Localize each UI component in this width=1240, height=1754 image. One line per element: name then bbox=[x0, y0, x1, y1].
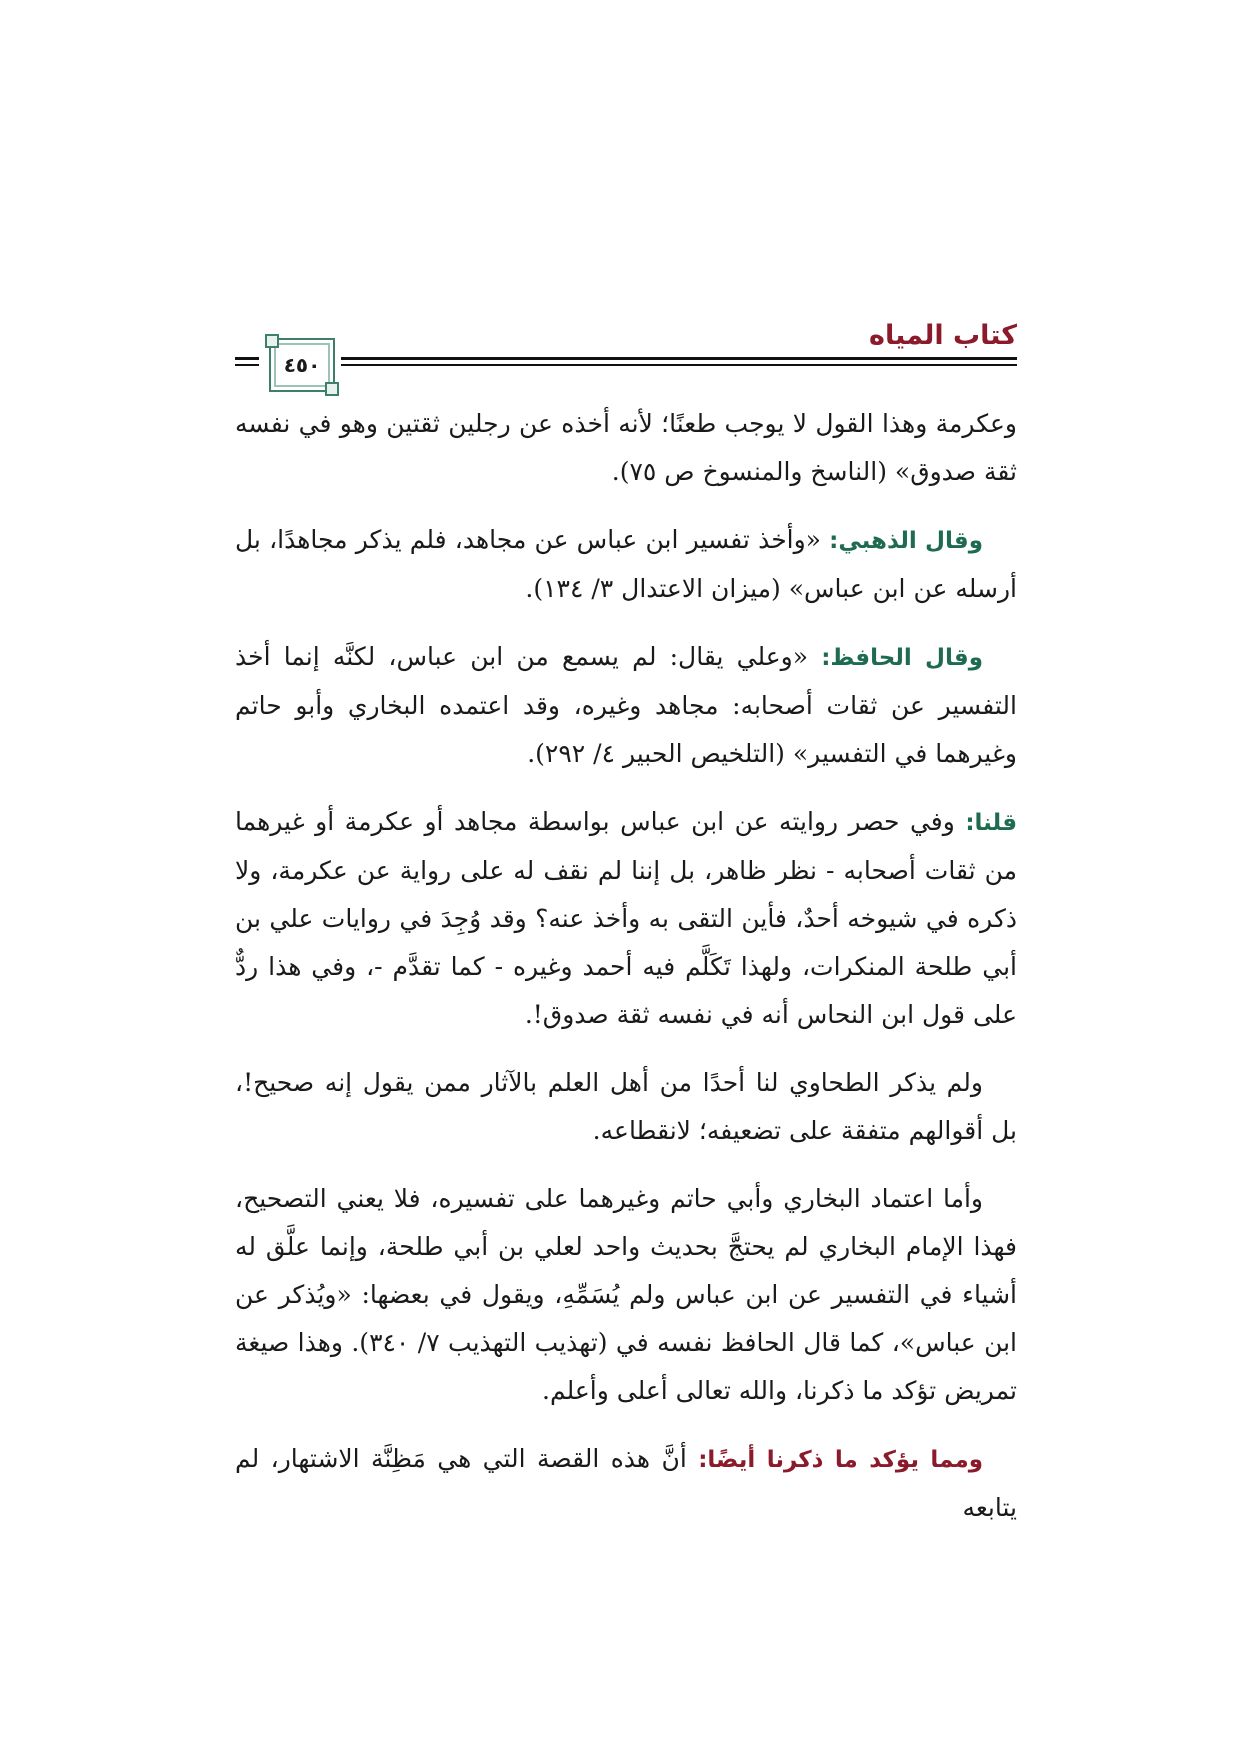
paragraph bbox=[235, 1059, 1017, 1155]
paragraph-lead: وقال الذهبي: bbox=[829, 528, 983, 554]
paragraph-lead: وقال الحافظ: bbox=[821, 645, 983, 671]
paragraph-text: «وعلي يقال: لم يسمع من ابن عباس، لكنَّه إنما أخذ التفسير عن ثقات أصحابه: مجاهد وغيره، وقد اعتمده البخاري وأبو حاتم وغيرهما في التفسير» (التلخيص الحبير ٤/ ٢٩٢). bbox=[235, 642, 1017, 768]
body-text bbox=[235, 400, 1017, 1552]
paragraph bbox=[235, 1175, 1017, 1415]
page-header bbox=[235, 315, 1017, 395]
paragraph-text: «وأخذ تفسير ابن عباس عن مجاهد، فلم يذكر مجاهدًا، بل أرسله عن ابن عباس» (ميزان الاعتدال ٣/ ١٣٤). bbox=[235, 525, 1017, 603]
page-number: ٤٥٠ bbox=[283, 353, 321, 377]
paragraph bbox=[235, 516, 1017, 613]
header-rule-thin bbox=[235, 364, 1017, 366]
paragraph-text: وأما اعتماد البخاري وأبي حاتم وغيرهما على تفسيره، فلا يعني التصحيح، فهذا الإمام البخاري لم يحتجَّ بحديث واحد لعلي بن أبي طلحة، وإنما علَّق له أشياء في التفسير عن ابن عباس ولم يُسَمِّهِ، ويقول في بعضها: «ويُذكر عن ابن عباس»، كما قال الحافظ نفسه في (تهذيب التهذيب ٧/ ٣٤٠). وهذا صيغة تمريض تؤكد ما ذكرنا، والله تعالى أعلى وأعلم. bbox=[235, 1184, 1018, 1405]
paragraph-lead: قلنا: bbox=[965, 810, 1017, 836]
paragraph-text: وفي حصر روايته عن ابن عباس بواسطة مجاهد أو عكرمة أو غيرهما من ثقات أصحابه - نظر ظاهر، بل إننا لم نقف له على رواية عن عكرمة، ولا ذكره في شيوخه أحدٌ، فأين التقى به وأخذ عنه؟ وقد وُجِدَ في روايات علي بن أبي طلحة المنكرات، ولهذا تَكَلَّم فيه أحمد وغيره - كما تقدَّم -، وفي هذا ردٌّ على قول ابن النحاس أنه في نفسه ثقة صدوق!. bbox=[235, 807, 1017, 1029]
page-number-frame bbox=[269, 338, 335, 392]
paragraph bbox=[235, 798, 1017, 1039]
paragraph-text: أنَّ هذه القصة التي هي مَظِنَّة الاشتهار، لم يتابعه bbox=[235, 1444, 1017, 1522]
paragraph-lead: ومما يؤكد ما ذكرنا أيضًا: bbox=[698, 1447, 984, 1473]
book-title: كتاب المياه bbox=[869, 320, 1017, 351]
paragraph-text: وعكرمة وهذا القول لا يوجب طعنًا؛ لأنه أخذه عن رجلين ثقتين وهو في نفسه ثقة صدوق» (الناسخ والمنسوخ ص ٧٥). bbox=[235, 409, 1017, 486]
paragraph bbox=[235, 633, 1017, 778]
paragraph bbox=[235, 1435, 1017, 1532]
paragraph-text: ولم يذكر الطحاوي لنا أحدًا من أهل العلم بالآثار ممن يقول إنه صحيح!، بل أقوالهم متفقة على تضعيفه؛ لانقطاعه. bbox=[235, 1068, 1017, 1145]
paragraph bbox=[235, 400, 1017, 496]
header-rule-thick bbox=[235, 357, 1017, 360]
